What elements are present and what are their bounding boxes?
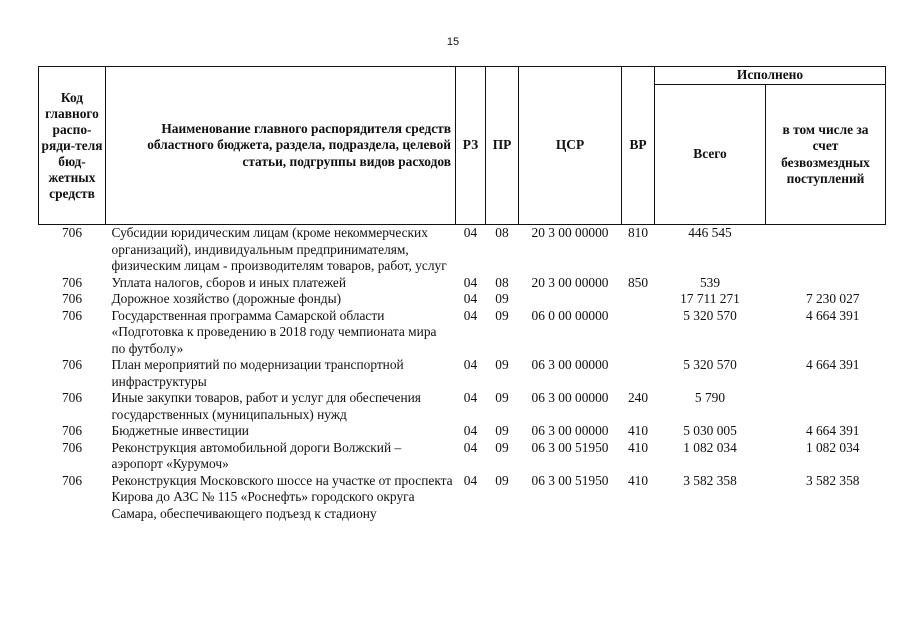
- name-cell: Уплата налогов, сборов и иных платежей: [111, 274, 347, 290]
- pr-cell: 08: [495, 225, 509, 240]
- header-total: Всего: [655, 85, 766, 225]
- name-cell: Дорожное хозяйство (дорожные фонды): [111, 291, 342, 306]
- rz-cell: 04: [463, 291, 478, 306]
- total-cell: 539: [699, 274, 721, 290]
- pr-cell: 09: [495, 291, 509, 306]
- pr-cell: 09: [495, 390, 509, 405]
- name-cell: Государственная программа Самарской области «Подготовка к проведению в 2018 году чемпионата мира по футболу»: [111, 307, 437, 356]
- table-row: [39, 225, 886, 275]
- name-cell: Реконструкция Московского шоссе на участке от проспекта Кирова до АЗС № 115 «Роснефть» городского округа Самара, обеспечивающего подъезд к стадиону: [111, 472, 453, 521]
- code-cell: 706: [61, 423, 83, 438]
- vr-cell: [622, 357, 655, 390]
- vr-cell: 410: [627, 423, 649, 438]
- rz-cell: 04: [463, 357, 478, 372]
- pr-cell: 09: [495, 423, 509, 438]
- csr-cell: 06 0 00 00000: [531, 307, 609, 323]
- header-executed: Исполнено: [655, 67, 886, 85]
- table-row: [39, 440, 886, 473]
- rz-cell: 04: [463, 423, 478, 438]
- csr-cell: 06 3 00 51950: [531, 439, 609, 455]
- code-cell: 706: [61, 390, 83, 405]
- total-cell: 17 711 271: [680, 291, 740, 306]
- total-cell: 446 545: [688, 225, 732, 240]
- pr-cell: 09: [495, 357, 509, 372]
- pr-cell: 08: [495, 274, 509, 290]
- vr-cell: 810: [627, 225, 649, 240]
- rz-cell: 04: [463, 274, 478, 290]
- table-row: [39, 291, 886, 308]
- free-cell: 7 230 027: [805, 291, 860, 306]
- free-cell: [766, 225, 886, 275]
- free-cell: 3 582 358: [805, 472, 860, 488]
- rz-cell: 04: [463, 225, 478, 240]
- rz-cell: 04: [463, 439, 478, 455]
- header-free: в том числе за счет безвозмездных поступлений: [766, 85, 886, 225]
- code-cell: 706: [61, 307, 83, 323]
- vr-cell: 410: [627, 472, 649, 488]
- table-row: [39, 308, 886, 358]
- code-cell: 706: [61, 274, 83, 290]
- header-vr: ВР: [622, 67, 655, 225]
- free-cell: 4 664 391: [805, 307, 860, 323]
- pr-cell: 09: [495, 307, 509, 323]
- header-name: Наименование главного распорядителя средств областного бюджета, раздела, подраздела, целевой статьи, подгруппы видов расходов: [106, 67, 456, 225]
- code-cell: 706: [61, 291, 83, 306]
- header-csr: ЦСР: [519, 67, 622, 225]
- header-code: Код главного распо-ряди-теля бюд-жетных средств: [39, 67, 106, 225]
- name-cell: План мероприятий по модернизации транспортной инфраструктуры: [111, 357, 404, 389]
- free-cell: [766, 275, 886, 292]
- page-number: 15: [446, 36, 460, 48]
- csr-cell: 06 3 00 00000: [531, 357, 609, 372]
- total-cell: 5 030 005: [683, 423, 737, 438]
- name-cell: Субсидии юридическим лицам (кроме некоммерческих организаций), индивидуальным предпринимателям, физическим лицам - производителям товаров, работ, услуг: [111, 225, 447, 273]
- csr-cell: 20 3 00 00000: [531, 274, 609, 290]
- total-cell: 3 582 358: [683, 472, 737, 488]
- budget-execution-table: [38, 66, 886, 522]
- code-cell: 706: [61, 357, 83, 372]
- free-cell: 4 664 391: [805, 423, 860, 438]
- code-cell: 706: [61, 225, 83, 240]
- total-cell: 5 320 570: [683, 357, 737, 372]
- table-row: [39, 473, 886, 523]
- name-cell: Реконструкция автомобильной дороги Волжский – аэропорт «Курумоч»: [111, 439, 402, 471]
- vr-cell: [622, 291, 655, 308]
- table-row: [39, 423, 886, 440]
- csr-cell: 06 3 00 00000: [531, 390, 609, 405]
- pr-cell: 09: [495, 472, 509, 488]
- rz-cell: 04: [463, 390, 478, 405]
- total-cell: 5 320 570: [683, 307, 737, 323]
- csr-cell: 20 3 00 00000: [531, 225, 609, 240]
- table-row: [39, 357, 886, 390]
- free-cell: 1 082 034: [805, 439, 860, 455]
- vr-cell: [622, 308, 655, 358]
- vr-cell: 850: [627, 274, 649, 290]
- table-row: [39, 275, 886, 292]
- pr-cell: 09: [495, 439, 509, 455]
- name-cell: Иные закупки товаров, работ и услуг для обеспечения государственных (муниципальных) нужд: [111, 390, 421, 422]
- free-cell: [766, 390, 886, 423]
- table-row: [39, 390, 886, 423]
- free-cell: 4 664 391: [805, 357, 860, 372]
- csr-cell: [519, 291, 622, 308]
- csr-cell: 06 3 00 00000: [531, 423, 609, 438]
- code-cell: 706: [61, 472, 83, 488]
- name-cell: Бюджетные инвестиции: [111, 423, 249, 438]
- csr-cell: 06 3 00 51950: [531, 472, 609, 488]
- vr-cell: 240: [627, 390, 649, 405]
- table-body: [39, 225, 886, 523]
- header-rz: РЗ: [456, 67, 486, 225]
- code-cell: 706: [61, 439, 83, 455]
- rz-cell: 04: [463, 472, 478, 488]
- total-cell: 1 082 034: [683, 439, 737, 455]
- rz-cell: 04: [463, 307, 478, 323]
- total-cell: 5 790: [694, 390, 726, 405]
- vr-cell: 410: [627, 439, 649, 455]
- header-pr: ПР: [486, 67, 519, 225]
